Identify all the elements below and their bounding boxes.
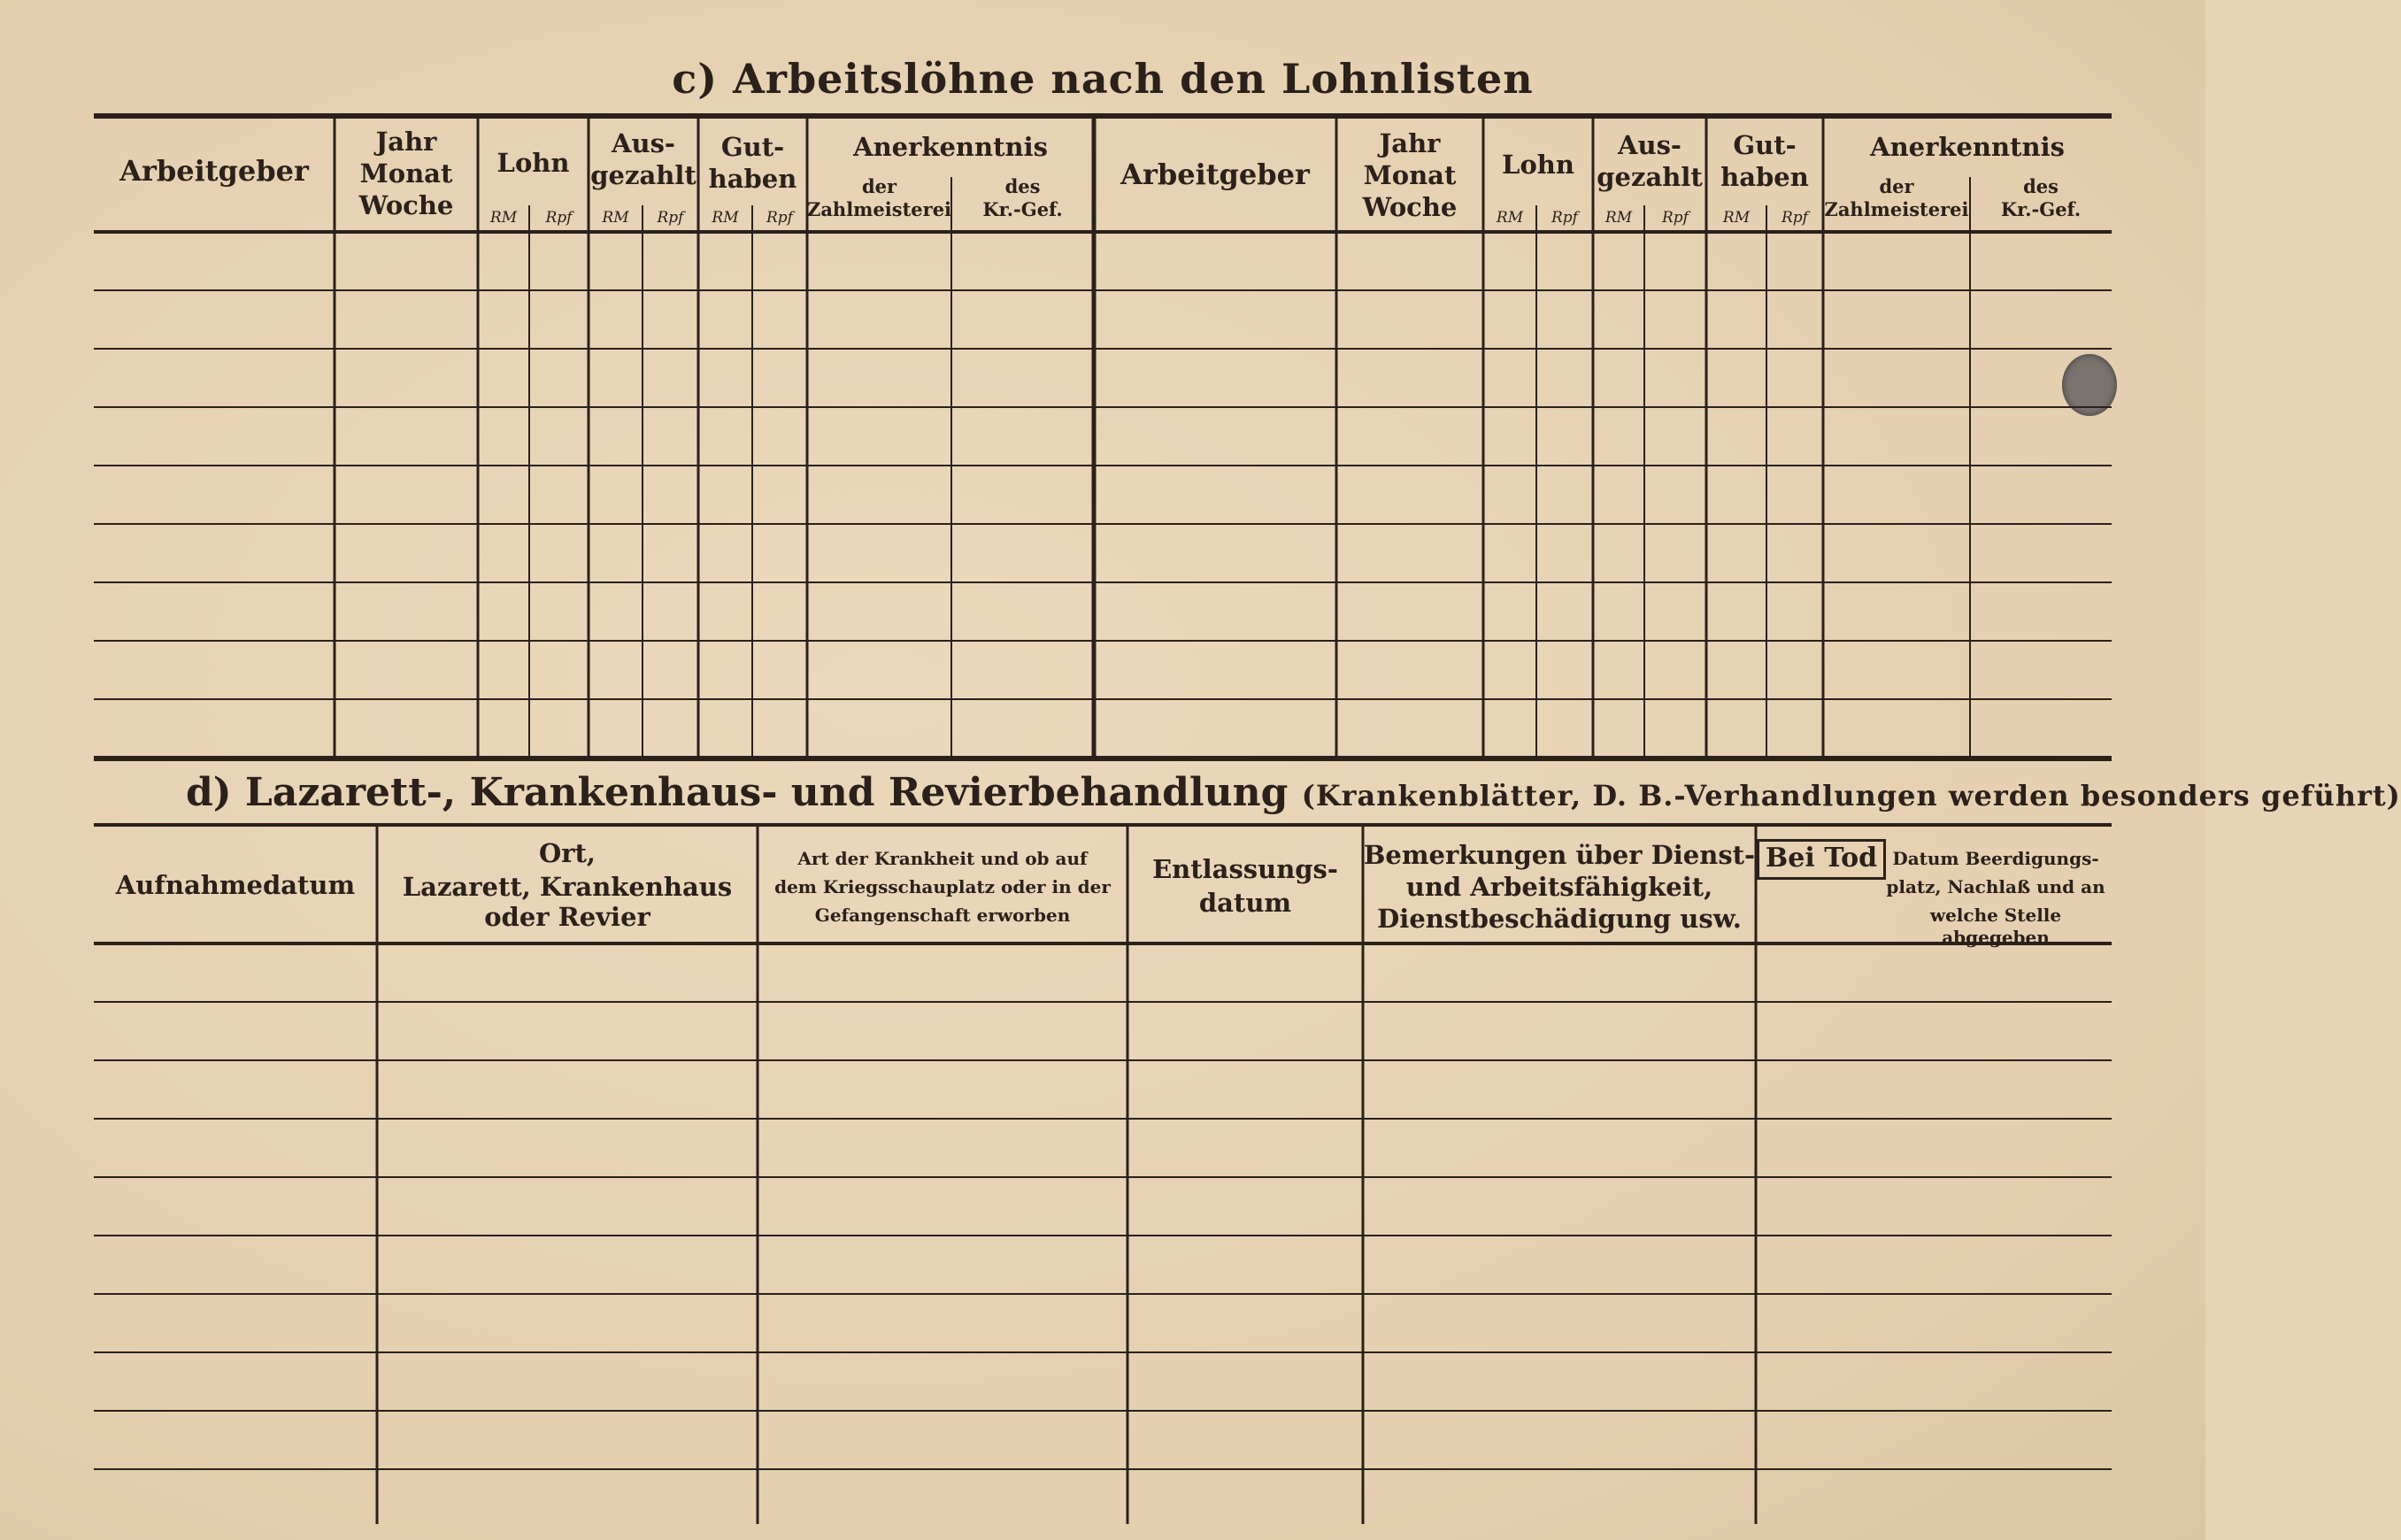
header-art-1: Art der Krankheit und ob auf	[797, 848, 1088, 869]
header-art-3: Gefangenschaft erworben	[814, 905, 1071, 926]
header-datum-3: welche Stelle abgegeben	[1929, 905, 2062, 948]
header-lohn: Lohn	[496, 148, 570, 178]
header-bei-tod: Bei Tod	[1757, 839, 1886, 880]
header-guthaben-2: haben	[1720, 162, 1809, 192]
header-des: des	[1004, 175, 1041, 197]
unit-rpf: Rpf	[1662, 209, 1689, 227]
header-des: des	[2023, 175, 2059, 197]
header-jahr: Jahr	[1379, 128, 1441, 158]
header-art-2: dem Kriegsschauplatz oder in der	[774, 876, 1111, 897]
header-anerkenntnis: Anerkenntnis	[1870, 132, 2065, 162]
section-c-title: c) Arbeitslöhne nach den Lohnlisten	[672, 55, 1534, 103]
header-bemerk-2: und Arbeitsfähigkeit,	[1405, 872, 1713, 902]
header-bemerk-3: Dienstbeschädigung usw.	[1377, 904, 1742, 934]
header-woche: Woche	[358, 190, 454, 220]
header-ort-1: Ort,	[538, 838, 596, 868]
header-guthaben-2: haben	[708, 164, 797, 194]
unit-rpf: Rpf	[545, 209, 573, 227]
unit-rm: RM	[712, 209, 739, 227]
header-arbeitgeber: Arbeitgeber	[1120, 158, 1310, 191]
unit-rm: RM	[1496, 209, 1524, 227]
header-zahlmeisterei: Zahlmeisterei	[1824, 198, 1969, 220]
header-der: der	[861, 175, 897, 197]
header-entlassung-1: Entlassungs-	[1152, 854, 1338, 884]
unit-rpf: Rpf	[1551, 209, 1578, 227]
unit-rpf: Rpf	[766, 209, 793, 227]
header-ort-2: Lazarett, Krankenhaus	[402, 872, 733, 902]
header-zahlmeisterei: Zahlmeisterei	[807, 198, 952, 220]
header-jahr: Jahr	[375, 127, 437, 157]
header-guthaben-1: Gut-	[1733, 130, 1797, 160]
unit-rm: RM	[489, 209, 518, 227]
unit-rm: RM	[1722, 209, 1751, 227]
header-bemerk-1: Bemerkungen über Dienst-	[1363, 840, 1756, 870]
header-ausgezahlt-1: Aus-	[612, 128, 675, 158]
unit-rm: RM	[602, 209, 629, 227]
header-entlassung-2: datum	[1198, 888, 1292, 918]
unit-rm: RM	[1605, 209, 1633, 227]
header-guthaben-1: Gut-	[720, 132, 785, 162]
header-aufnahmedatum: Aufnahmedatum	[115, 870, 356, 900]
header-woche: Woche	[1362, 192, 1458, 222]
header-der: der	[1879, 175, 1914, 197]
header-datum-2: platz, Nachlaß und an	[1886, 876, 2105, 897]
section-d-title: d) Lazarett-, Krankenhaus- und Revierbehandlung	[186, 770, 1289, 815]
header-monat: Monat	[1363, 160, 1457, 190]
section-d-note: (Krankenblätter, D. B.-Verhandlungen werden besonders geführt)	[1301, 779, 2401, 812]
header-anerkenntnis: Anerkenntnis	[853, 132, 1048, 162]
header-datum-1: Datum Beerdigungs-	[1892, 848, 2099, 869]
header-ausgezahlt-1: Aus-	[1618, 130, 1681, 160]
header-krgef: Kr.-Gef.	[2000, 198, 2082, 220]
header-ausgezahlt-2: gezahlt	[1597, 162, 1703, 192]
header-lohn: Lohn	[1502, 150, 1574, 180]
header-krgef: Kr.-Gef.	[982, 198, 1063, 220]
header-monat: Monat	[359, 158, 453, 189]
header-arbeitgeber: Arbeitgeber	[119, 154, 309, 188]
header-ort-3: oder Revier	[484, 902, 650, 932]
unit-rpf: Rpf	[657, 209, 684, 227]
header-ausgezahlt-2: gezahlt	[590, 160, 696, 190]
unit-rpf: Rpf	[1782, 209, 1808, 227]
